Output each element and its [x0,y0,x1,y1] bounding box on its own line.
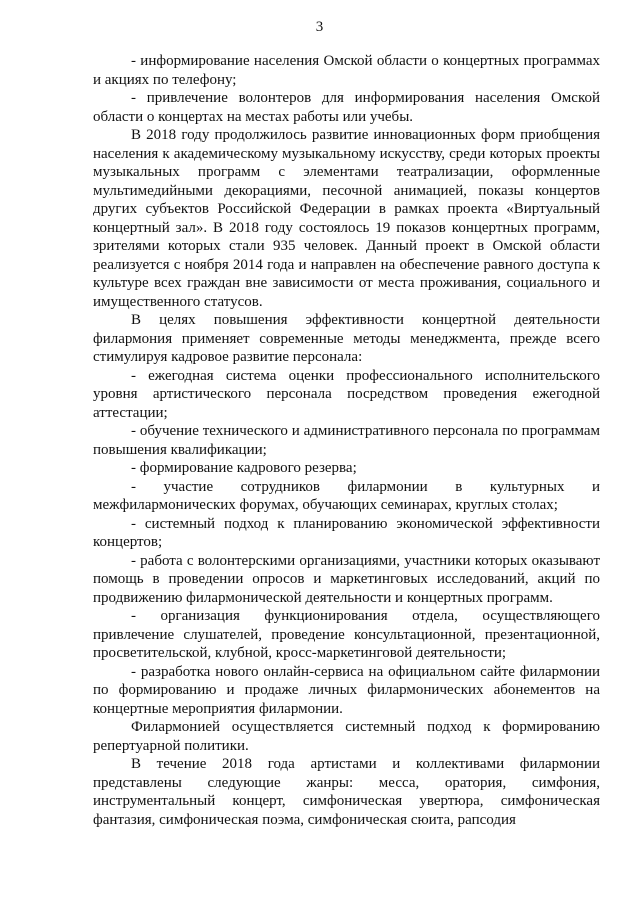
paragraph-volunteers-inform: - привлечение волонтеров для информирования населения Омской области о концертах на местах работы или учебы. [93,90,600,125]
body-text [93,52,600,829]
paragraph-department: - организация функционирования отдела, осуществляющего привлечение слушателей, проведение консультационной, презентационной, просветительской, клубной, кросс-маркетинговой деятельности; [93,608,600,661]
paragraph-attestation: - ежегодная система оценки профессионального исполнительского уровня артистического персонала посредством проведения ежегодной аттестации; [93,367,600,421]
paragraph-inform-phone: - информирование населения Омской области о концертных программах и акциях по телефону; [93,53,600,88]
paragraph-online-service: - разработка нового онлайн-сервиса на официальном сайте филармонии по формированию и продаже личных филармонических абонементов на концертные мероприятия филармонии. [93,663,600,717]
paragraph-training: - обучение технического и административного персонала по программам повышения квалификации; [93,423,600,458]
paragraph-volunteer-orgs: - работа с волонтерскими организациями, участники которых оказывают помощь в проведении опросов и маркетинговых исследований, акций по продвижению филармонической деятельности и концертных программ. [93,552,600,606]
paragraph-reserve: - формирование кадрового резерва; [131,460,357,476]
paragraph-forums: - участие сотрудников филармонии в культурных и межфилармонических форумах, обучающих семинарах, круглых столах; [93,478,600,513]
page-number: 3 [315,19,324,35]
paragraph-management-methods: В целях повышения эффективности концертной деятельности филармония применяет современные методы менеджмента, прежде всего стимулируя кадровое развитие персонала: [93,312,600,365]
paragraph-repertoire-policy: Филармонией осуществляется системный подход к формированию репертуарной политики. [93,719,600,754]
paragraph-planning: - системный подход к планированию экономической эффективности концертов; [93,515,600,550]
paragraph-genres: В течение 2018 года артистами и коллективами филармонии представлены следующие жанры: месса, оратория, симфония, инструментальный концерт, симфоническая увертюра, симфоническая фантазия, симфоническая поэма, симфоническая сюита, рапсодия [93,756,600,828]
paragraph-innovative-forms: В 2018 году продолжилось развитие инновационных форм приобщения населения к академическому музыкальному искусству, среди которых проекты музыкальных программ с элементами театрализации, оформленные мультимедийными декорациями, песочной анимацией, показы концертов других субъектов Российской Федерации в рамках проекта «Виртуальный концертный зал». В 2018 году состоялось 19 показов концертных программ, зрителями которых стали 935 человек. Данный проект в Омской области реализуется с ноября 2014 года и направлен на обеспечение равного доступа к культуре всех граждан вне зависимости от места проживания, социального и имущественного статусов. [93,127,600,310]
